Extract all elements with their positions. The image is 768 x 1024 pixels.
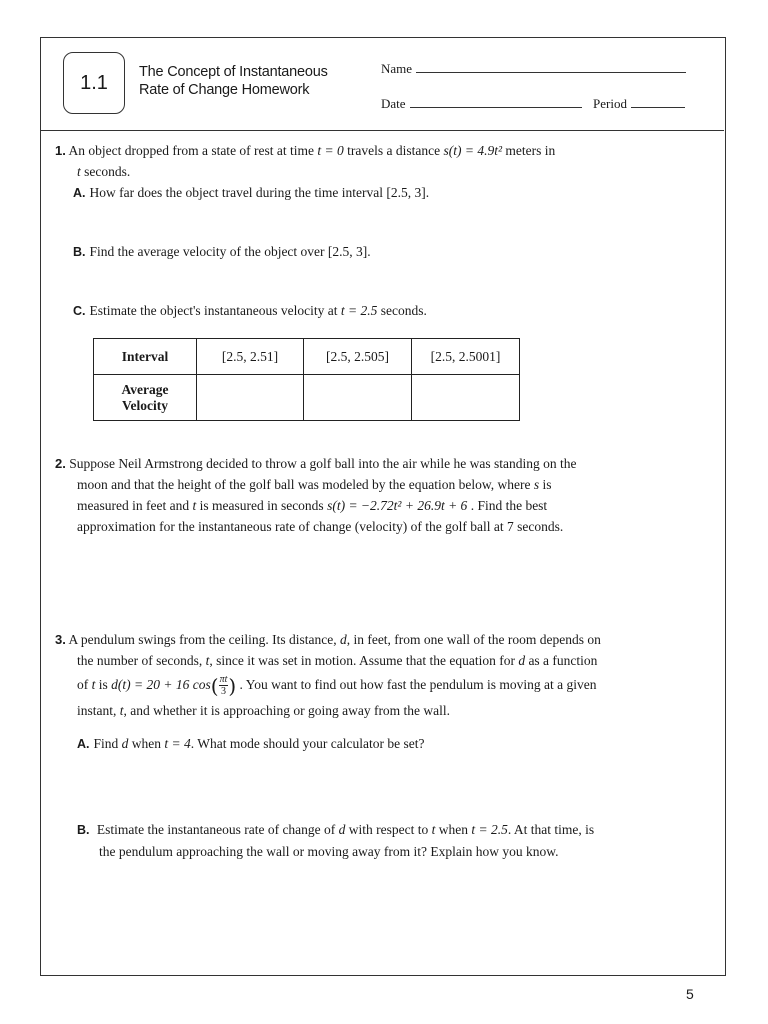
q3-d-var-2: d bbox=[518, 653, 526, 668]
question-1 bbox=[55, 140, 695, 182]
q3-d-var: d bbox=[339, 632, 347, 647]
worksheet-title bbox=[139, 63, 369, 99]
q2-s-var: s bbox=[533, 477, 540, 492]
name-line[interactable] bbox=[416, 60, 686, 73]
q3-line-2-b: , since it was set in motion. Assume that the equation for bbox=[209, 653, 519, 668]
pi-t-over-3-fraction bbox=[219, 674, 229, 697]
q3-line-2-c: as a function bbox=[525, 653, 598, 668]
q3-part-b-text-d: . At that time, is bbox=[507, 822, 595, 837]
q3-part-a-text: Find bbox=[93, 736, 122, 751]
answer-cell-1[interactable] bbox=[197, 375, 304, 421]
lesson-number-box bbox=[63, 52, 125, 114]
q3-formula: d(t) = 20 + 16 cos bbox=[111, 677, 211, 692]
q3-line-1: A pendulum swings from the ceiling. Its distance, bbox=[68, 632, 340, 647]
average-velocity-header bbox=[94, 375, 197, 421]
q3-line-3-c: . You want to find out how fast the pendulum is moving at a given bbox=[236, 677, 597, 692]
date-field[interactable] bbox=[381, 95, 582, 112]
q3-part-b-text-b: with respect to bbox=[345, 822, 432, 837]
q1-t0: t = 0 bbox=[317, 143, 344, 158]
q3-part-b-label: B. bbox=[77, 823, 90, 837]
q1-part-c-t: t = 2.5 bbox=[340, 303, 378, 318]
q1-text-b: travels a distance bbox=[343, 143, 444, 158]
q3-part-a-d: d bbox=[121, 736, 129, 751]
q1-text: An object dropped from a state of rest at time bbox=[68, 143, 318, 158]
avg-vel-line-1: Average bbox=[121, 381, 169, 397]
q3-part-b-text: Estimate the instantaneous rate of change of bbox=[96, 822, 339, 837]
q3-part-a-text-b: when bbox=[128, 736, 165, 751]
period-field[interactable] bbox=[593, 95, 685, 112]
worksheet-frame bbox=[40, 37, 726, 976]
q3-part-a-text-c: . What mode should your calculator be set? bbox=[190, 736, 425, 751]
q1-t-var: t bbox=[77, 164, 81, 179]
q2-line-4: approximation for the instantaneous rate of change (velocity) of the golf ball at 7 seconds. bbox=[77, 519, 564, 534]
q3-t-var-3: t bbox=[119, 702, 124, 718]
q3-t-var-2: t bbox=[91, 677, 96, 692]
answer-cell-2[interactable] bbox=[304, 375, 412, 421]
q2-line-3: measured in feet and bbox=[77, 498, 193, 513]
q1-part-b-label: B. bbox=[73, 245, 86, 259]
q1-part-c-text-b: seconds. bbox=[377, 303, 427, 318]
title-line-1: The Concept of Instantaneous bbox=[139, 64, 328, 80]
question-2 bbox=[55, 453, 705, 537]
q1-part-b-text: Find the average velocity of the object over [2.5, 3]. bbox=[89, 244, 371, 259]
q2-line-2-b: is bbox=[539, 477, 552, 492]
q1-text-c: meters in bbox=[502, 143, 556, 158]
interval-cell-3: [2.5, 2.5001] bbox=[412, 339, 520, 375]
q1-text-d: seconds. bbox=[80, 164, 131, 179]
q3-t-var: t bbox=[205, 653, 210, 668]
interval-cell-1: [2.5, 2.51] bbox=[197, 339, 304, 375]
q3-line-4-b: , and whether it is approaching or going away from the wall. bbox=[123, 702, 451, 718]
date-line[interactable] bbox=[410, 95, 582, 108]
q2-number: 2. bbox=[55, 456, 66, 471]
q1-part-a-text: How far does the object travel during the time interval [2.5, 3]. bbox=[89, 185, 430, 200]
q3-line-2: the number of seconds, bbox=[77, 653, 206, 668]
open-paren: ( bbox=[210, 673, 219, 698]
period-line[interactable] bbox=[631, 95, 685, 108]
q3-part-b-line-2: the pendulum approaching the wall or moving away from it? Explain how you know. bbox=[99, 844, 559, 859]
table-row bbox=[94, 375, 520, 421]
table-row bbox=[94, 339, 520, 375]
q3-part-a-t: t = 4 bbox=[164, 736, 191, 751]
page-number: 5 bbox=[686, 986, 694, 1002]
q2-line-2: moon and that the height of the golf ball was modeled by the equation below, where bbox=[77, 477, 534, 492]
q2-line-3-b: is measured in seconds bbox=[196, 498, 328, 513]
velocity-table bbox=[93, 338, 520, 421]
q3-part-a bbox=[77, 733, 424, 755]
interval-header: Interval bbox=[94, 339, 197, 375]
title-line-2: Rate of Change Homework bbox=[139, 82, 310, 98]
name-field[interactable] bbox=[381, 60, 686, 77]
close-paren: ) bbox=[228, 673, 237, 698]
answer-cell-3[interactable] bbox=[412, 375, 520, 421]
q3-line-4: instant, bbox=[77, 702, 120, 718]
q1-part-a-label: A. bbox=[73, 186, 86, 200]
q2-t-var: t bbox=[192, 498, 197, 513]
q2-formula: s(t) = −2.72t² + 26.9t + 6 bbox=[327, 498, 468, 513]
q3-part-b bbox=[77, 819, 707, 862]
q1-part-c-text: Estimate the object's instantaneous velocity at bbox=[89, 303, 341, 318]
q2-line-1: Suppose Neil Armstrong decided to throw a golf ball into the air while he was standing on the bbox=[69, 456, 577, 471]
date-label: Date bbox=[381, 96, 406, 111]
avg-vel-line-2: Velocity bbox=[122, 397, 168, 413]
name-label: Name bbox=[381, 61, 413, 76]
q3-part-b-d: d bbox=[338, 822, 346, 837]
fraction-numerator: πt bbox=[219, 674, 228, 686]
q2-line-3-c: . Find the best bbox=[467, 498, 548, 513]
q3-part-a-label: A. bbox=[77, 737, 90, 751]
q3-line-3-b: is bbox=[95, 677, 112, 692]
q1-formula: s(t) = 4.9t² bbox=[443, 143, 503, 158]
q1-part-c bbox=[73, 300, 427, 322]
header-divider bbox=[41, 130, 724, 131]
q3-number: 3. bbox=[55, 632, 66, 647]
q3-line-1-b: , in feet, from one wall of the room depends on bbox=[346, 632, 601, 647]
fraction-denominator: 3 bbox=[220, 686, 226, 698]
q1-part-b bbox=[73, 241, 371, 263]
period-label: Period bbox=[593, 96, 627, 111]
interval-cell-2: [2.5, 2.505] bbox=[304, 339, 412, 375]
q3-part-b-t: t bbox=[431, 822, 436, 837]
q1-part-c-label: C. bbox=[73, 304, 86, 318]
lesson-number: 1.1 bbox=[80, 71, 108, 94]
question-3 bbox=[55, 629, 715, 721]
q3-part-b-text-c: when bbox=[435, 822, 472, 837]
q3-line-3: of bbox=[77, 677, 92, 692]
q1-number: 1. bbox=[55, 143, 66, 158]
q3-part-b-t2: t = 2.5 bbox=[471, 822, 508, 837]
q1-part-a bbox=[73, 182, 429, 204]
